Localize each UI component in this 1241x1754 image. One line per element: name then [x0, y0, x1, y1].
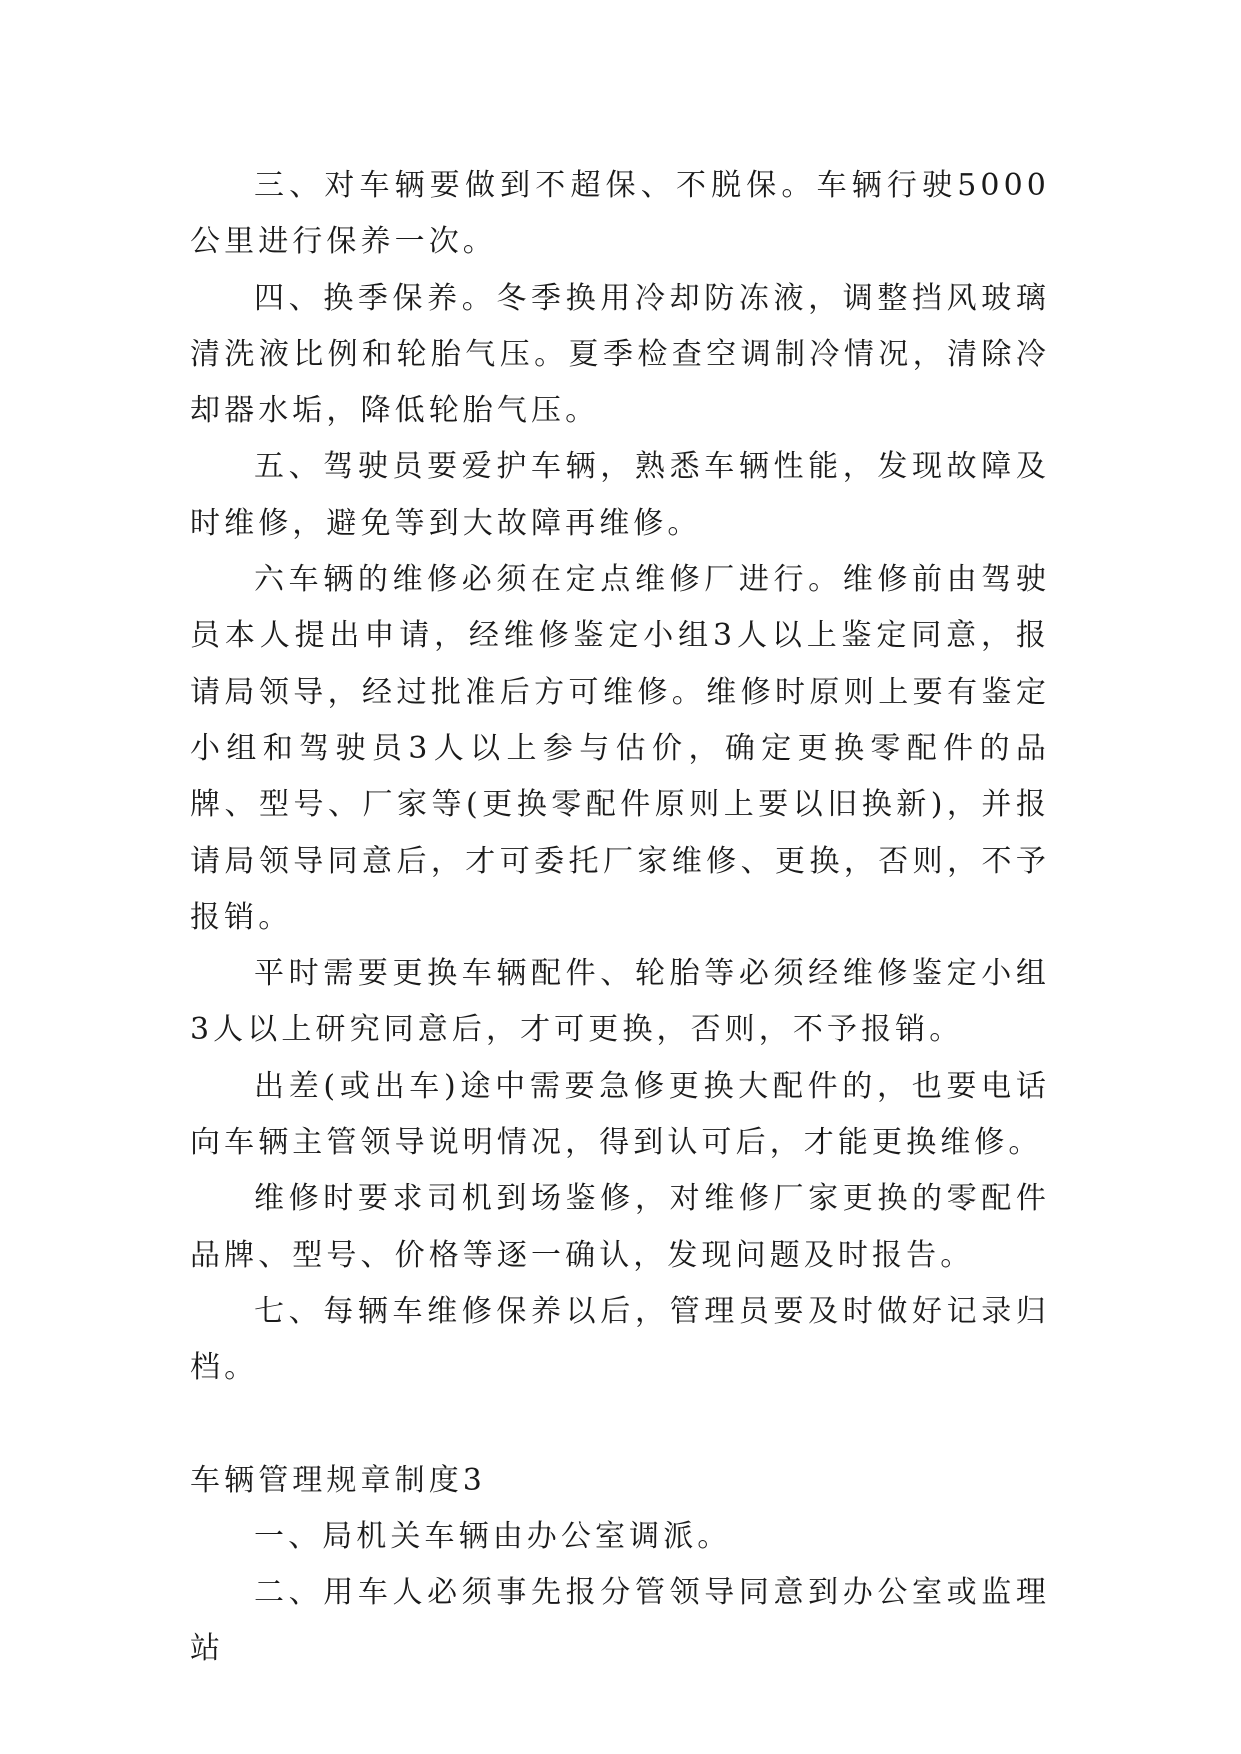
paragraph-item-4: 四、换季保养。冬季换用冷却防冻液，调整挡风玻璃清洗液比例和轮胎气压。夏季检查空调制冷情况，清除冷却器水垢，降低轮胎气压。	[190, 280, 1050, 429]
paragraph-item-5: 五、驾驶员要爱护车辆，熟悉车辆性能，发现故障及时维修，避免等到大故障再维修。	[190, 449, 1050, 541]
paragraph-business-trip-repair: 出差(或出车)途中需要急修更换大配件的，也要电话向车辆主管领导说明情况，得到认可后，才能更换维修。	[190, 1068, 1050, 1161]
paragraph-driver-onsite: 维修时要求司机到场鉴修，对维修厂家更换的零配件品牌、型号、价格等逐一确认，发现问题及时报告。	[190, 1181, 1050, 1273]
paragraph-parts-replacement: 平时需要更换车辆配件、轮胎等必须经维修鉴定小组3人以上研究同意后，才可更换，否则，不予报销。	[190, 956, 1050, 1048]
paragraph-item-3: 三、对车辆要做到不超保、不脱保。车辆行驶5000公里进行保养一次。	[190, 168, 1050, 260]
paragraph-item-7: 七、每辆车维修保养以后，管理员要及时做好记录归档。	[190, 1293, 1050, 1386]
paragraph-section3-item-1: 一、局机关车辆由办公室调派。	[254, 1518, 732, 1554]
section-heading: 车辆管理规章制度3	[190, 1462, 486, 1498]
paragraph-section3-item-2: 二、用车人必须事先报分管领导同意到办公室或监理站	[190, 1575, 1050, 1667]
document-body	[190, 158, 1050, 1678]
paragraph-item-6: 六车辆的维修必须在定点维修厂进行。维修前由驾驶员本人提出申请，经维修鉴定小组3人以上鉴定同意，报请局领导，经过批准后方可维修。维修时原则上要有鉴定小组和驾驶员3人以上参与估价，确定更换零配件的品牌、型号、厂家等(更换零配件原则上要以旧换新)，并报请局领导同意后，才可委托厂家维修、更换，否则，不予报销。	[190, 562, 1050, 935]
